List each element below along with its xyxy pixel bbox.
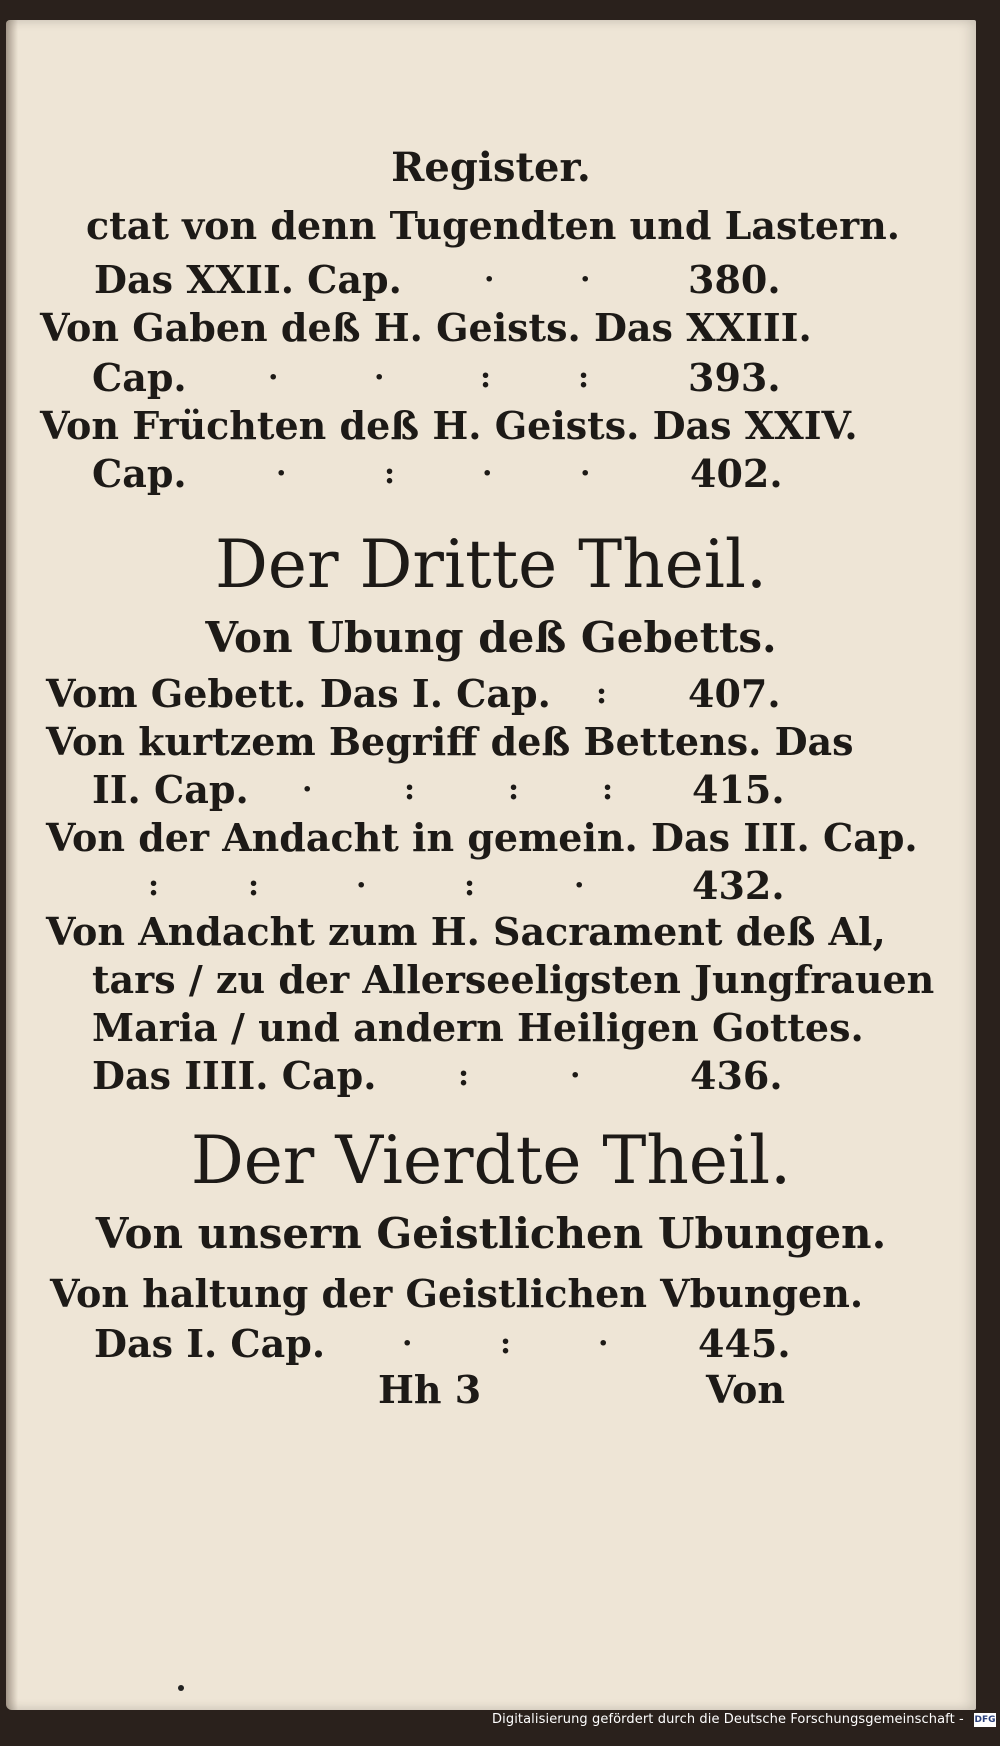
page-number: 380. [688, 257, 781, 302]
dfg-logo-icon: DFG [974, 1714, 996, 1725]
catchword: Von [706, 1367, 785, 1412]
leader-dot: · [276, 456, 287, 491]
section-heading: Der Vierdte Theil. [190, 1122, 792, 1199]
entry-label: Das I. Cap. [94, 1321, 326, 1366]
section-subheading: Von Ubung deß Gebetts. [205, 613, 777, 662]
leader-dot: · [598, 1326, 609, 1361]
entry-text: Von haltung der Geistlichen Vbungen. [50, 1271, 864, 1316]
digitization-footer [0, 1712, 1000, 1742]
entry-label: Cap. [92, 451, 187, 496]
entry-line [6, 446, 976, 502]
section-subheading: Von unsern Geistlichen Ubungen. [95, 1209, 887, 1258]
leader-dot: · [570, 1058, 581, 1093]
entry-label: Vom Gebett. Das I. Cap. [46, 671, 551, 716]
leader-dot: : [602, 772, 614, 807]
leader-dot: · [484, 262, 495, 297]
leader-dot: · [302, 772, 313, 807]
page-number: 445. [698, 1321, 791, 1366]
entry-text: Maria / und andern Heiligen Gottes. [92, 1005, 864, 1050]
page-number: 415. [692, 767, 785, 812]
section-heading: Der Dritte Theil. [215, 526, 767, 603]
book-page [6, 20, 976, 1710]
entry-label: II. Cap. [92, 767, 249, 812]
leader-dot: · [580, 456, 591, 491]
leader-dot: : [500, 1326, 512, 1361]
page-number: 402. [690, 451, 783, 496]
leader-dot: · [580, 262, 591, 297]
entry-text: Von Gaben deß H. Geists. Das XXIII. [40, 305, 812, 350]
entry-line [6, 1048, 976, 1104]
entry-text: ctat von denn Tugendten und Lastern. [86, 203, 900, 248]
leader-dot: · [356, 868, 367, 903]
entry-label: Das IIII. Cap. [92, 1053, 377, 1098]
entry-text: Von Früchten deß H. Geists. Das XXIV. [40, 403, 858, 448]
ink-speck [178, 1685, 184, 1691]
entry-text: tars / zu der Allerseeligsten Jungfrauen [92, 957, 935, 1002]
leader-dot: : [248, 868, 260, 903]
leader-dot: : [384, 456, 396, 491]
running-title: Register. [391, 144, 591, 191]
entry-text: Von der Andacht in gemein. Das III. Cap. [46, 815, 918, 860]
signature-mark: Hh 3 [378, 1367, 482, 1412]
page-number: 432. [692, 863, 785, 908]
entry-label: Das XXII. Cap. [94, 257, 402, 302]
leader-dot: · [574, 868, 585, 903]
leader-dot: · [482, 456, 493, 491]
entry-label: Cap. [92, 355, 187, 400]
entry-text: Von Andacht zum H. Sacrament deß Al, [46, 909, 886, 954]
leader-dot: · [402, 1326, 413, 1361]
page-number: 407. [688, 671, 781, 716]
leader-dot: : [578, 360, 590, 395]
leader-dot: : [404, 772, 416, 807]
entry-line [6, 198, 976, 254]
leader-dot: : [508, 772, 520, 807]
leader-dot: : [464, 868, 476, 903]
page-number: 393. [688, 355, 781, 400]
leader-dot: : [480, 360, 492, 395]
signature-line [6, 1362, 976, 1418]
entry-line [6, 1266, 976, 1322]
page-number: 436. [690, 1053, 783, 1098]
entry-line [6, 300, 976, 356]
funding-notice: Digitalisierung gefördert durch die Deutsche Forschungsgemeinschaft - [492, 1712, 964, 1727]
leader-dot: : [458, 1058, 470, 1093]
leader-dot: : [596, 676, 608, 711]
leader-dot: · [374, 360, 385, 395]
leader-dot: : [148, 868, 160, 903]
entry-text: Von kurtzem Begriff deß Bettens. Das [46, 719, 854, 764]
leader-dot: · [268, 360, 279, 395]
